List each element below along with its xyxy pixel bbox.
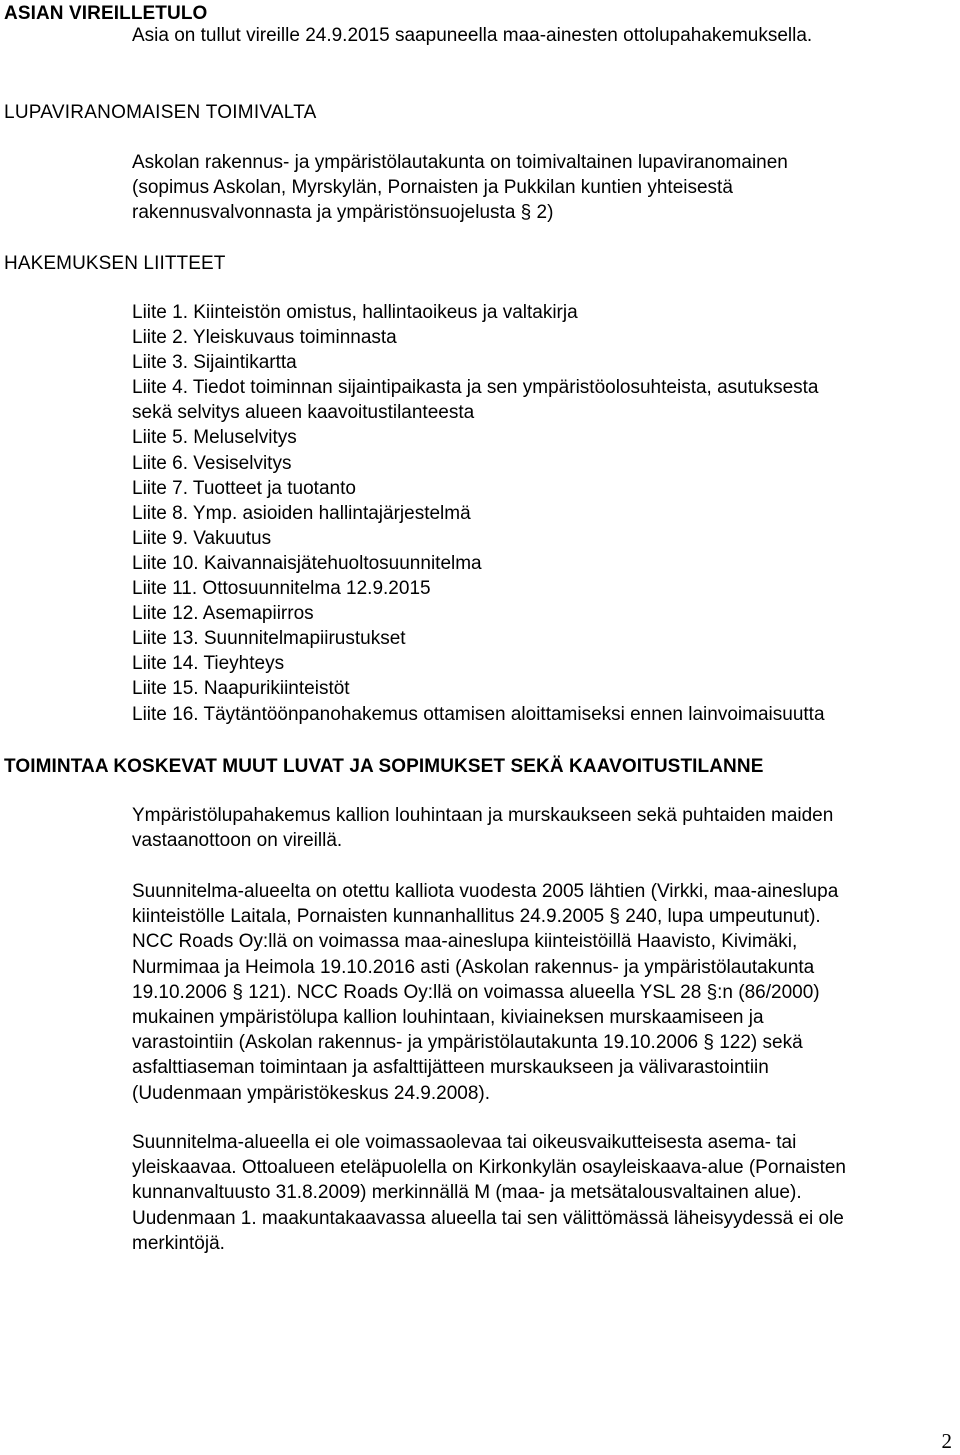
paragraph-line: (Uudenmaan ympäristökeskus 24.9.2008). bbox=[132, 1082, 491, 1104]
paragraph-line: mukainen ympäristölupa kallion louhintaan, kiviaineksen murskaamiseen ja bbox=[132, 1007, 764, 1029]
paragraph-line: 19.10.2006 § 121). NCC Roads Oy:llä on voimassa alueella YSL 28 §:n (86/2000) bbox=[132, 981, 820, 1003]
paragraph-line: Suunnitelma-alueelta on otettu kalliota vuodesta 2005 lähtien (Virkki, maa-aineslupa bbox=[132, 881, 839, 902]
section-heading-initiation: ASIAN VIREILLETULO bbox=[4, 3, 208, 24]
attachments-list bbox=[132, 300, 954, 727]
paragraph-line: merkintöjä. bbox=[132, 1232, 225, 1254]
list-item: Liite 12. Asemapiirros bbox=[132, 603, 314, 625]
list-item: Liite 8. Ymp. asioiden hallintajärjestelmä bbox=[132, 502, 471, 524]
authority-line: Askolan rakennus- ja ympäristölautakunta on toimivaltainen lupaviranomainen bbox=[132, 152, 788, 173]
authority-text-block bbox=[132, 150, 954, 226]
paragraph-line: yleiskaavaa. Ottoalueen eteläpuolella on Kirkonkylän osayleiskaava-alue (Pornaisten bbox=[132, 1157, 846, 1179]
list-item: sekä selvitys alueen kaavoitustilanteesta bbox=[132, 402, 475, 424]
permits-paragraph-3 bbox=[132, 1130, 954, 1256]
list-item: Liite 13. Suunnitelmapiirustukset bbox=[132, 628, 406, 650]
paragraph-line: Uudenmaan 1. maakuntakaavassa alueella tai sen välittömässä läheisyydessä ei ole bbox=[132, 1207, 844, 1229]
paragraph-line: varastointiin (Askolan rakennus- ja ympäristölautakunta 19.10.2006 § 122) sekä bbox=[132, 1032, 803, 1054]
list-item: Liite 11. Ottosuunnitelma 12.9.2015 bbox=[132, 578, 431, 600]
paragraph-line: Suunnitelma-alueella ei ole voimassaolevaa tai oikeusvaikutteisesta asema- tai bbox=[132, 1132, 797, 1153]
list-item: Liite 5. Meluselvitys bbox=[132, 427, 297, 449]
permits-paragraph-1 bbox=[132, 803, 954, 853]
initiation-text-block bbox=[132, 23, 954, 48]
initiation-text: Asia on tullut vireille 24.9.2015 saapuneella maa-ainesten ottolupahakemuksella. bbox=[132, 25, 813, 46]
section-heading-authority: LUPAVIRANOMAISEN TOIMIVALTA bbox=[4, 102, 317, 123]
section-heading-permits: TOIMINTAA KOSKEVAT MUUT LUVAT JA SOPIMUKSET SEKÄ KAAVOITUSTILANNE bbox=[4, 756, 764, 777]
page-number: 2 bbox=[941, 1429, 952, 1453]
list-item: Liite 4. Tiedot toiminnan sijaintipaikasta ja sen ympäristöolosuhteista, asutuksesta bbox=[132, 377, 819, 399]
list-item: Liite 1. Kiinteistön omistus, hallintaoikeus ja valtakirja bbox=[132, 302, 578, 323]
list-item: Liite 10. Kaivannaisjätehuoltosuunnitelma bbox=[132, 552, 482, 574]
paragraph-line: kunnanvaltuusto 31.8.2009) merkinnällä M (maa- ja metsätalousvaltainen alue). bbox=[132, 1182, 802, 1204]
paragraph-line: Ympäristölupahakemus kallion louhintaan ja murskaukseen sekä puhtaiden maiden bbox=[132, 805, 834, 826]
list-item: Liite 14. Tieyhteys bbox=[132, 653, 285, 675]
paragraph-line: Nurmimaa ja Heimola 19.10.2016 asti (Askolan rakennus- ja ympäristölautakunta bbox=[132, 956, 815, 978]
authority-line: (sopimus Askolan, Myrskylän, Pornaisten ja Pukkilan kuntien yhteisestä bbox=[132, 177, 733, 199]
authority-line: rakennusvalvonnasta ja ympäristönsuojelusta § 2) bbox=[132, 202, 554, 224]
permits-paragraph-2 bbox=[132, 879, 954, 1106]
list-item: Liite 9. Vakuutus bbox=[132, 527, 272, 549]
paragraph-line: vastaanottoon on vireillä. bbox=[132, 830, 343, 852]
paragraph-line: kiinteistölle Laitala, Pornaisten kunnanhallitus 24.9.2005 § 240, lupa umpeutunut). bbox=[132, 906, 821, 928]
list-item: Liite 15. Naapurikiinteistöt bbox=[132, 678, 350, 700]
list-item: Liite 6. Vesiselvitys bbox=[132, 452, 292, 474]
list-item: Liite 16. Täytäntöönpanohakemus ottamisen aloittamiseksi ennen lainvoimaisuutta bbox=[132, 703, 825, 725]
list-item: Liite 3. Sijaintikartta bbox=[132, 352, 297, 374]
paragraph-line: NCC Roads Oy:llä on voimassa maa-aineslupa kiinteistöillä Haavisto, Kivimäki, bbox=[132, 931, 798, 953]
paragraph-line: asfalttiaseman toimintaan ja asfalttijätteen murskaukseen ja välivarastointiin bbox=[132, 1057, 769, 1079]
section-heading-attachments: HAKEMUKSEN LIITTEET bbox=[4, 253, 226, 274]
list-item: Liite 2. Yleiskuvaus toiminnasta bbox=[132, 327, 397, 349]
list-item: Liite 7. Tuotteet ja tuotanto bbox=[132, 477, 356, 499]
